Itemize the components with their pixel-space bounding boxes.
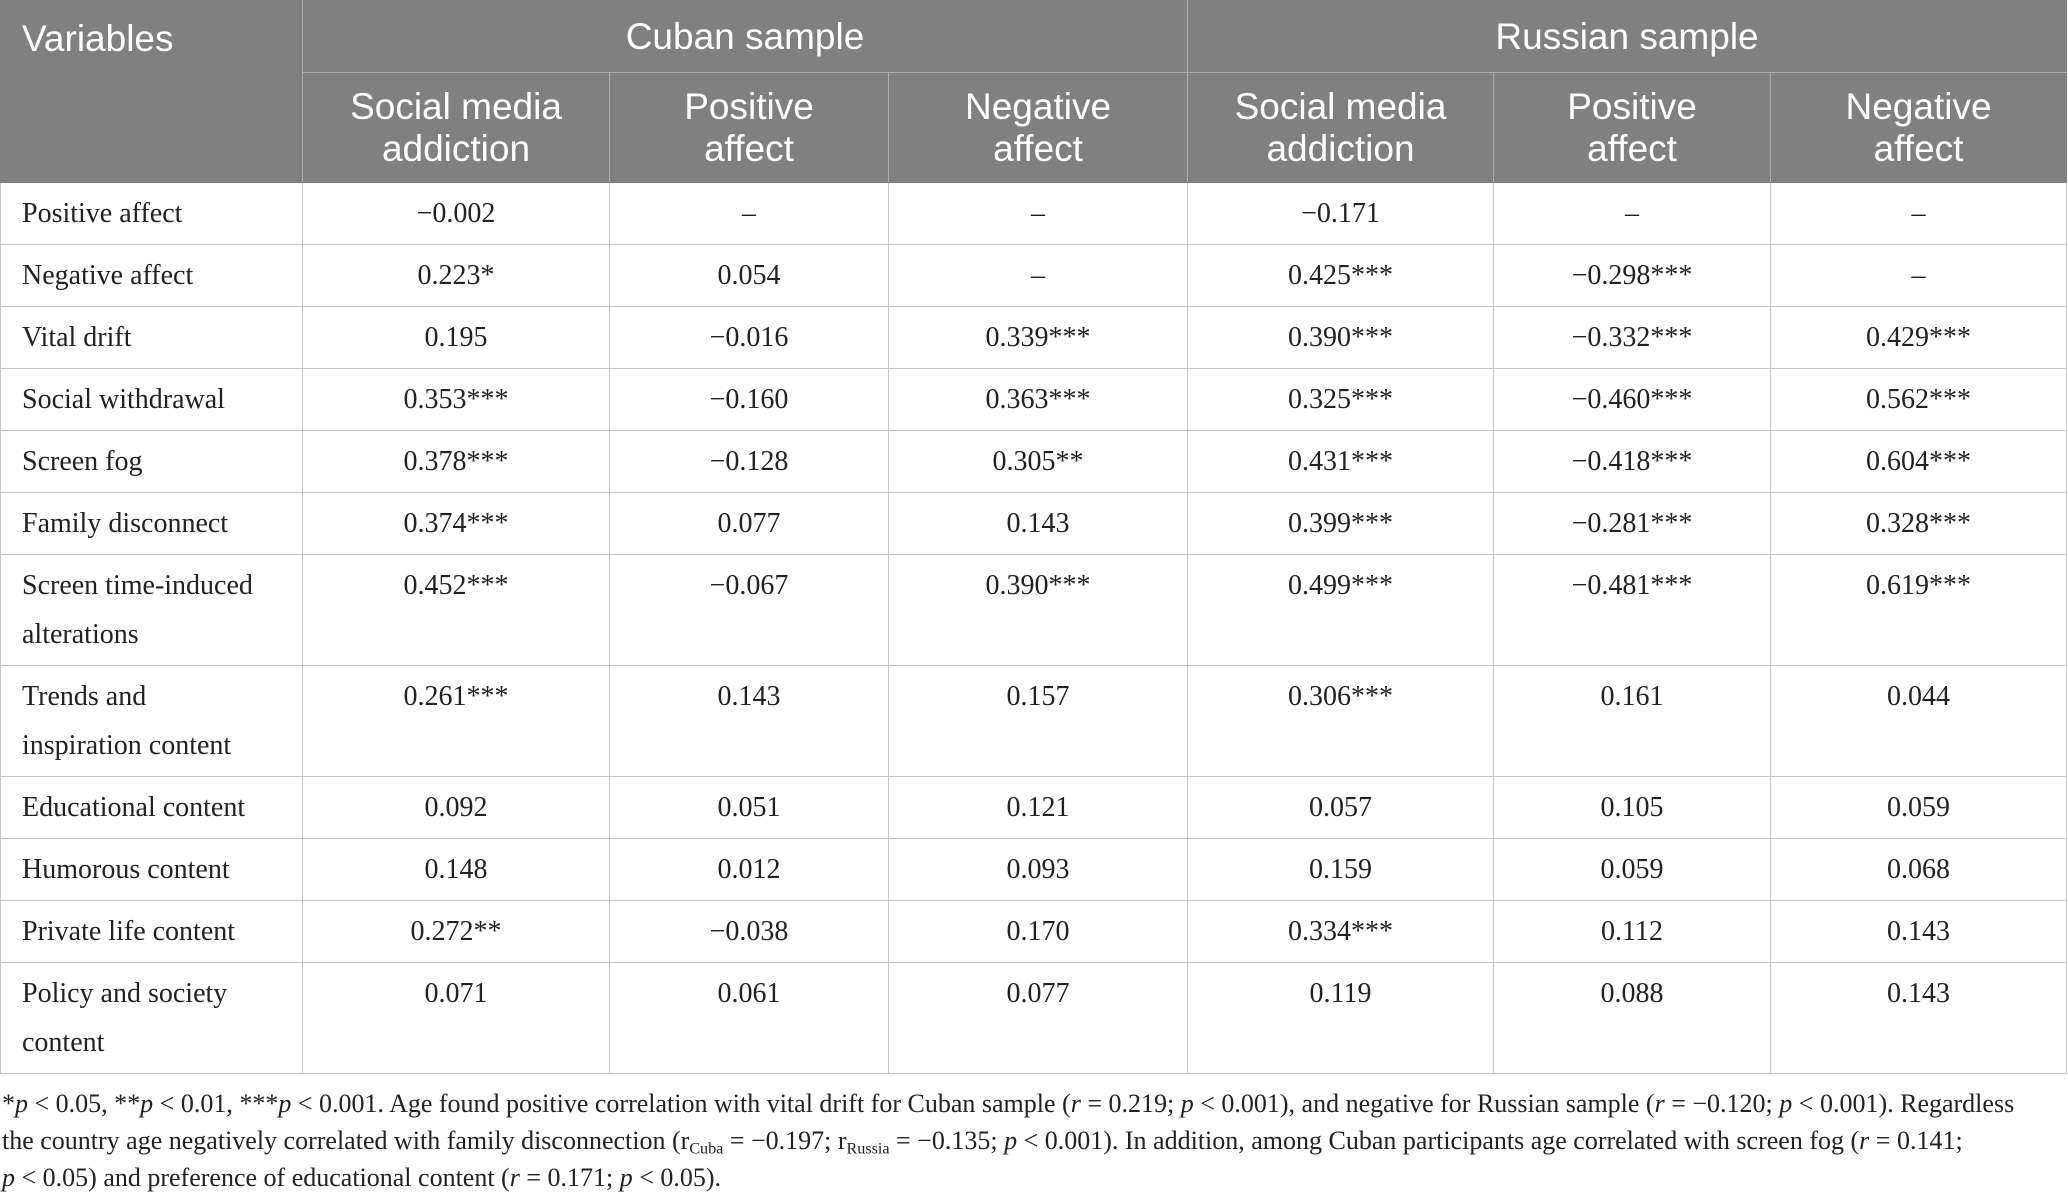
value-cell: 0.061	[610, 963, 889, 1074]
footnote-text: < 0.05).	[632, 1163, 722, 1192]
footnote-italic-text: r	[509, 1163, 520, 1192]
row-label: Educational content	[1, 777, 303, 839]
value-cell: 0.305**	[889, 431, 1188, 493]
value-cell: −0.171	[1188, 183, 1494, 245]
value-cell: −0.460***	[1494, 369, 1771, 431]
row-label: Private life content	[1, 901, 303, 963]
column-header-line: affect	[993, 128, 1083, 169]
column-header-line: affect	[704, 128, 794, 169]
footnote-text: < 0.001). Regardless	[1792, 1089, 2015, 1118]
value-cell: 0.604***	[1771, 431, 2067, 493]
row-label: Screen time-induced alterations	[1, 555, 303, 666]
value-cell: 0.071	[303, 963, 610, 1074]
value-cell: −0.281***	[1494, 493, 1771, 555]
value-cell: 0.143	[1771, 901, 2067, 963]
value-cell: −0.332***	[1494, 307, 1771, 369]
footnote-text: < 0.001), and negative for Russian sample (	[1193, 1089, 1655, 1118]
row-label: Vital drift	[1, 307, 303, 369]
value-cell: 0.619***	[1771, 555, 2067, 666]
value-cell: 0.054	[610, 245, 889, 307]
column-header	[610, 73, 889, 183]
value-cell: 0.057	[1188, 777, 1494, 839]
footnote-italic-text: p	[1004, 1126, 1018, 1155]
footnote-italic-text: r	[1070, 1089, 1081, 1118]
column-header-line: Social media	[350, 86, 562, 127]
column-header-line: addiction	[381, 128, 531, 169]
value-cell: 0.012	[610, 839, 889, 901]
value-cell: 0.068	[1771, 839, 2067, 901]
table-row	[1, 777, 2067, 839]
row-label: Positive affect	[1, 183, 303, 245]
table-row	[1, 493, 2067, 555]
value-cell: 0.121	[889, 777, 1188, 839]
footnote-text: = 0.171;	[519, 1163, 620, 1192]
footnote-text: = −0.120;	[1664, 1089, 1780, 1118]
footnote-text: = −0.197; r	[723, 1126, 847, 1155]
value-cell: 0.093	[889, 839, 1188, 901]
table-row	[1, 901, 2067, 963]
value-cell: −0.418***	[1494, 431, 1771, 493]
value-cell: –	[1771, 245, 2067, 307]
value-cell: 0.170	[889, 901, 1188, 963]
footnote-italic-text: p	[619, 1163, 633, 1192]
footnote	[0, 1075, 2068, 1196]
table-row	[1, 963, 2067, 1074]
value-cell: −0.128	[610, 431, 889, 493]
footnote-line	[0, 1159, 2068, 1196]
column-header	[1188, 73, 1494, 183]
value-cell: 0.143	[1771, 963, 2067, 1074]
column-header	[1494, 73, 1771, 183]
value-cell: 0.105	[1494, 777, 1771, 839]
footnote-text: < 0.05, **	[28, 1089, 141, 1118]
column-header-line: Positive	[684, 86, 814, 127]
value-cell: −0.160	[610, 369, 889, 431]
footnote-line	[0, 1122, 2068, 1159]
cuban-sample-header: Cuban sample	[303, 1, 1188, 73]
value-cell: 0.339***	[889, 307, 1188, 369]
value-cell: 0.363***	[889, 369, 1188, 431]
footnote-text: the country age negatively correlated with family disconnection (r	[2, 1126, 690, 1155]
value-cell: 0.499***	[1188, 555, 1494, 666]
value-cell: 0.429***	[1771, 307, 2067, 369]
value-cell: 0.077	[610, 493, 889, 555]
table-row	[1, 839, 2067, 901]
row-label: Trends and inspiration content	[1, 666, 303, 777]
footnote-text: = 0.141;	[1869, 1126, 1963, 1155]
column-header-line: Negative	[964, 86, 1112, 127]
value-cell: 0.390***	[1188, 307, 1494, 369]
value-cell: 0.306***	[1188, 666, 1494, 777]
footnote-text: < 0.01, ***	[153, 1089, 279, 1118]
footnote-italic-text: p	[1779, 1089, 1793, 1118]
value-cell: 0.119	[1188, 963, 1494, 1074]
footnote-italic-text: r	[1859, 1126, 1870, 1155]
value-cell: 0.143	[610, 666, 889, 777]
column-header-line: addiction	[1266, 128, 1415, 169]
column-header	[303, 73, 610, 183]
value-cell: 0.159	[1188, 839, 1494, 901]
value-cell: 0.157	[889, 666, 1188, 777]
value-cell: 0.051	[610, 777, 889, 839]
value-cell: 0.059	[1771, 777, 2067, 839]
footnote-subscript: Cuba	[689, 1140, 724, 1158]
value-cell: –	[889, 183, 1188, 245]
column-header-line: affect	[1587, 128, 1677, 169]
footnote-line	[0, 1085, 2068, 1122]
footnote-italic-text: p	[140, 1089, 154, 1118]
column-header-line: Negative	[1845, 86, 1992, 127]
value-cell: 0.161	[1494, 666, 1771, 777]
footnote-text: = −0.135;	[889, 1126, 1005, 1155]
value-cell: 0.148	[303, 839, 610, 901]
value-cell: −0.016	[610, 307, 889, 369]
footnote-italic-text: p	[278, 1089, 292, 1118]
row-label: Policy and society content	[1, 963, 303, 1074]
table-row	[1, 431, 2067, 493]
value-cell: 0.092	[303, 777, 610, 839]
value-cell: 0.077	[889, 963, 1188, 1074]
footnote-italic-text: p	[15, 1089, 28, 1118]
row-label: Negative affect	[1, 245, 303, 307]
table-body	[1, 183, 2067, 1074]
footnote-text: *	[2, 1089, 15, 1118]
row-label: Social withdrawal	[1, 369, 303, 431]
group-header-row	[1, 1, 2067, 73]
value-cell: 0.378***	[303, 431, 610, 493]
column-header-line: affect	[1873, 128, 1964, 169]
column-header	[889, 73, 1188, 183]
table-row	[1, 666, 2067, 777]
value-cell: 0.562***	[1771, 369, 2067, 431]
value-cell: –	[1494, 183, 1771, 245]
footnote-italic-text: p	[2, 1163, 15, 1192]
footnote-italic-text: r	[1654, 1089, 1665, 1118]
value-cell: 0.431***	[1188, 431, 1494, 493]
table-header	[1, 1, 2067, 183]
value-cell: 0.088	[1494, 963, 1771, 1074]
row-label: Family disconnect	[1, 493, 303, 555]
table-row	[1, 245, 2067, 307]
row-label: Screen fog	[1, 431, 303, 493]
value-cell: 0.044	[1771, 666, 2067, 777]
value-cell: 0.143	[889, 493, 1188, 555]
value-cell: 0.452***	[303, 555, 610, 666]
value-cell: 0.261***	[303, 666, 610, 777]
value-cell: –	[610, 183, 889, 245]
column-header-line: Social media	[1234, 86, 1447, 127]
value-cell: –	[889, 245, 1188, 307]
value-cell: 0.325***	[1188, 369, 1494, 431]
value-cell: 0.223*	[303, 245, 610, 307]
footnote-text: = 0.219;	[1080, 1089, 1181, 1118]
value-cell: 0.195	[303, 307, 610, 369]
footnote-italic-text: p	[1180, 1089, 1194, 1118]
value-cell: −0.038	[610, 901, 889, 963]
value-cell: 0.353***	[303, 369, 610, 431]
value-cell: 0.390***	[889, 555, 1188, 666]
value-cell: –	[1771, 183, 2067, 245]
russian-sample-header: Russian sample	[1188, 1, 2067, 73]
column-header	[1771, 73, 2067, 183]
value-cell: 0.334***	[1188, 901, 1494, 963]
footnote-text: < 0.001. Age found positive correlation with vital drift for Cuban sample (	[291, 1089, 1071, 1118]
value-cell: −0.298***	[1494, 245, 1771, 307]
column-header-line: Positive	[1567, 86, 1697, 127]
variables-header: Variables	[1, 1, 303, 183]
value-cell: 0.328***	[1771, 493, 2067, 555]
footnote-text: < 0.001). In addition, among Cuban participants age correlated with screen fog (	[1017, 1126, 1860, 1155]
row-label: Humorous content	[1, 839, 303, 901]
table-row	[1, 369, 2067, 431]
footnote-text: < 0.05) and preference of educational content (	[15, 1163, 510, 1192]
value-cell: 0.112	[1494, 901, 1771, 963]
table-row	[1, 555, 2067, 666]
value-cell: 0.425***	[1188, 245, 1494, 307]
value-cell: −0.481***	[1494, 555, 1771, 666]
value-cell: 0.374***	[303, 493, 610, 555]
value-cell: 0.059	[1494, 839, 1771, 901]
value-cell: 0.272**	[303, 901, 610, 963]
value-cell: −0.067	[610, 555, 889, 666]
value-cell: 0.399***	[1188, 493, 1494, 555]
footnote-subscript: Russia	[846, 1140, 890, 1158]
table-row	[1, 183, 2067, 245]
table-row	[1, 307, 2067, 369]
value-cell: −0.002	[303, 183, 610, 245]
column-header-row	[1, 73, 2067, 183]
